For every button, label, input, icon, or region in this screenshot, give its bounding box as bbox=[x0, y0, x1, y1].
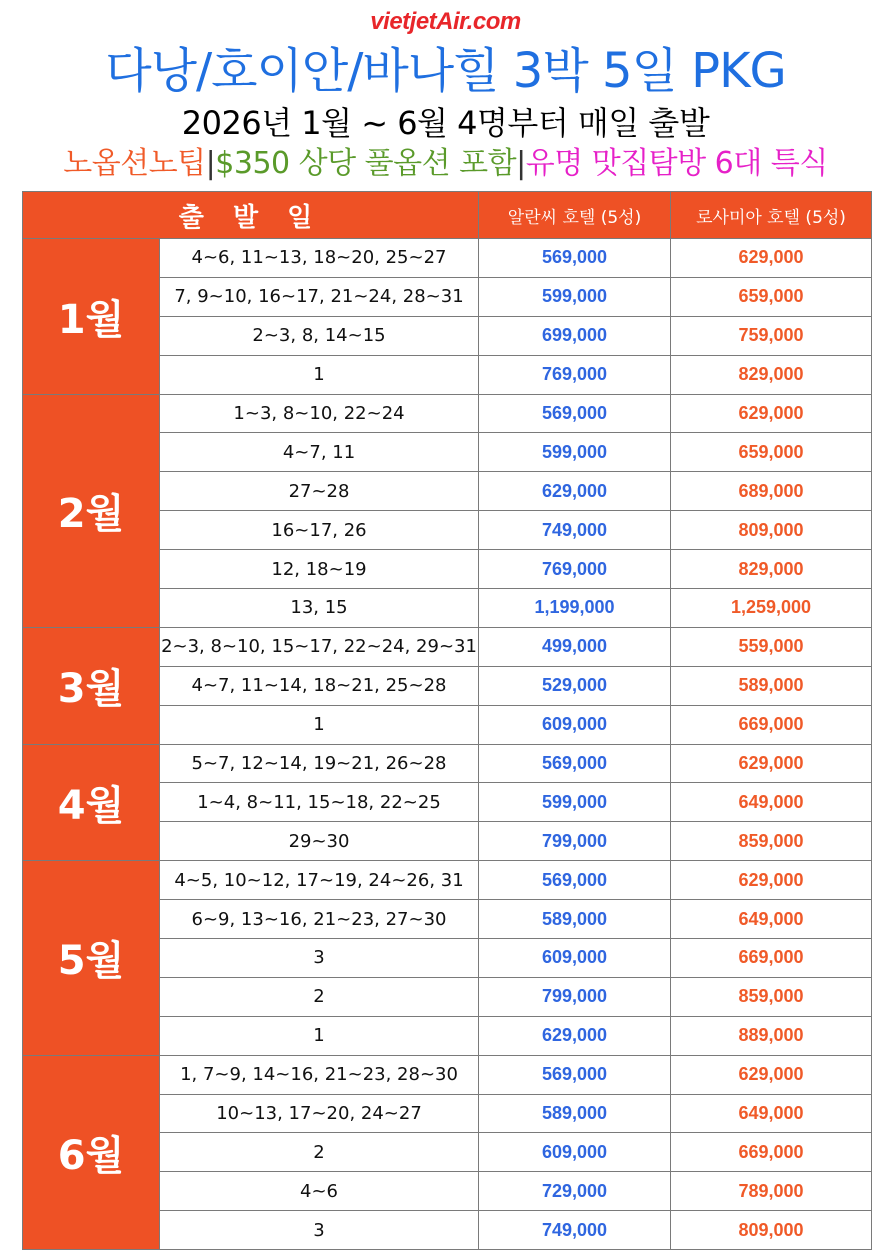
price-rosamia: 809,000 bbox=[671, 511, 872, 550]
departure-dates: 1 bbox=[160, 355, 479, 394]
departure-dates: 3 bbox=[160, 939, 479, 978]
price-rosamia: 629,000 bbox=[671, 394, 872, 433]
table-header-row bbox=[23, 192, 872, 239]
price-alancy: 569,000 bbox=[479, 744, 671, 783]
departure-dates: 2 bbox=[160, 977, 479, 1016]
month-label: 2월 bbox=[23, 394, 160, 627]
price-alancy: 599,000 bbox=[479, 277, 671, 316]
departure-dates: 1 bbox=[160, 1016, 479, 1055]
tagline-special-meals: 유명 맛집탐방 6대 특식 bbox=[525, 146, 828, 181]
tagline-separator: | bbox=[205, 146, 216, 181]
month-label: 1월 bbox=[23, 239, 160, 395]
month-label: 3월 bbox=[23, 627, 160, 744]
departure-dates: 7, 9~10, 16~17, 21~24, 28~31 bbox=[160, 277, 479, 316]
departure-dates: 4~6, 11~13, 18~20, 25~27 bbox=[160, 239, 479, 278]
departure-dates: 1 bbox=[160, 705, 479, 744]
departure-dates: 10~13, 17~20, 24~27 bbox=[160, 1094, 479, 1133]
price-rosamia: 649,000 bbox=[671, 900, 872, 939]
price-alancy: 769,000 bbox=[479, 355, 671, 394]
price-rosamia: 669,000 bbox=[671, 939, 872, 978]
price-alancy: 799,000 bbox=[479, 977, 671, 1016]
departure-dates: 5~7, 12~14, 19~21, 26~28 bbox=[160, 744, 479, 783]
price-rosamia: 829,000 bbox=[671, 550, 872, 589]
price-rosamia: 629,000 bbox=[671, 239, 872, 278]
price-alancy: 599,000 bbox=[479, 433, 671, 472]
price-alancy: 569,000 bbox=[479, 239, 671, 278]
price-alancy: 629,000 bbox=[479, 1016, 671, 1055]
month-label: 6월 bbox=[23, 1055, 160, 1249]
departure-dates: 4~7, 11 bbox=[160, 433, 479, 472]
price-rosamia: 829,000 bbox=[671, 355, 872, 394]
table-row bbox=[23, 744, 872, 783]
departure-dates: 3 bbox=[160, 1211, 479, 1250]
table-row bbox=[23, 239, 872, 278]
price-rosamia: 859,000 bbox=[671, 977, 872, 1016]
price-alancy: 749,000 bbox=[479, 1211, 671, 1250]
price-rosamia: 629,000 bbox=[671, 1055, 872, 1094]
price-alancy: 599,000 bbox=[479, 783, 671, 822]
departure-dates: 4~7, 11~14, 18~21, 25~28 bbox=[160, 666, 479, 705]
price-alancy: 569,000 bbox=[479, 394, 671, 433]
departure-dates: 16~17, 26 bbox=[160, 511, 479, 550]
header-hotel-rosamia: 로사미아 호텔 (5성) bbox=[671, 192, 872, 239]
departure-dates: 4~5, 10~12, 17~19, 24~26, 31 bbox=[160, 861, 479, 900]
price-alancy: 769,000 bbox=[479, 550, 671, 589]
departure-dates: 12, 18~19 bbox=[160, 550, 479, 589]
price-rosamia: 669,000 bbox=[671, 1133, 872, 1172]
departure-dates: 6~9, 13~16, 21~23, 27~30 bbox=[160, 900, 479, 939]
table-row bbox=[23, 394, 872, 433]
price-alancy: 729,000 bbox=[479, 1172, 671, 1211]
price-alancy: 499,000 bbox=[479, 627, 671, 666]
departure-dates: 2~3, 8, 14~15 bbox=[160, 316, 479, 355]
price-alancy: 589,000 bbox=[479, 900, 671, 939]
departure-dates: 13, 15 bbox=[160, 589, 479, 628]
price-table bbox=[22, 191, 872, 1250]
departure-dates: 4~6 bbox=[160, 1172, 479, 1211]
departure-dates: 2 bbox=[160, 1133, 479, 1172]
price-alancy: 609,000 bbox=[479, 705, 671, 744]
price-alancy: 1,199,000 bbox=[479, 589, 671, 628]
price-rosamia: 659,000 bbox=[671, 277, 872, 316]
price-rosamia: 759,000 bbox=[671, 316, 872, 355]
price-rosamia: 659,000 bbox=[671, 433, 872, 472]
price-alancy: 569,000 bbox=[479, 1055, 671, 1094]
month-label: 5월 bbox=[23, 861, 160, 1055]
page-title: 다낭/호이안/바나힐 3박 5일 PKG bbox=[105, 43, 786, 99]
table-row bbox=[23, 627, 872, 666]
price-table-body bbox=[23, 239, 872, 1250]
price-rosamia: 629,000 bbox=[671, 744, 872, 783]
page-subtitle: 2026년 1월 ~ 6월 4명부터 매일 출발 bbox=[181, 104, 710, 142]
price-rosamia: 859,000 bbox=[671, 822, 872, 861]
price-alancy: 609,000 bbox=[479, 1133, 671, 1172]
tagline-no-option: 노옵션노팁 bbox=[63, 146, 206, 181]
price-alancy: 529,000 bbox=[479, 666, 671, 705]
price-rosamia: 689,000 bbox=[671, 472, 872, 511]
vietjet-logo: vietjetAir.com bbox=[370, 8, 521, 35]
promo-tagline bbox=[0, 144, 891, 184]
month-label: 4월 bbox=[23, 744, 160, 861]
price-rosamia: 1,259,000 bbox=[671, 589, 872, 628]
price-rosamia: 809,000 bbox=[671, 1211, 872, 1250]
price-rosamia: 649,000 bbox=[671, 783, 872, 822]
price-alancy: 799,000 bbox=[479, 822, 671, 861]
departure-dates: 2~3, 8~10, 15~17, 22~24, 29~31 bbox=[160, 627, 479, 666]
price-rosamia: 889,000 bbox=[671, 1016, 872, 1055]
departure-dates: 29~30 bbox=[160, 822, 479, 861]
tagline-full-option: $350 상당 풀옵션 포함 bbox=[215, 146, 517, 181]
header-hotel-alancy: 알란씨 호텔 (5성) bbox=[479, 192, 671, 239]
departure-dates: 27~28 bbox=[160, 472, 479, 511]
price-alancy: 699,000 bbox=[479, 316, 671, 355]
price-rosamia: 589,000 bbox=[671, 666, 872, 705]
header-departure-date: 출 발 일 bbox=[23, 192, 479, 239]
departure-dates: 1~3, 8~10, 22~24 bbox=[160, 394, 479, 433]
price-rosamia: 629,000 bbox=[671, 861, 872, 900]
price-alancy: 629,000 bbox=[479, 472, 671, 511]
price-rosamia: 649,000 bbox=[671, 1094, 872, 1133]
tagline-separator: | bbox=[516, 146, 526, 181]
price-alancy: 569,000 bbox=[479, 861, 671, 900]
price-alancy: 609,000 bbox=[479, 939, 671, 978]
price-rosamia: 789,000 bbox=[671, 1172, 872, 1211]
price-rosamia: 669,000 bbox=[671, 705, 872, 744]
departure-dates: 1, 7~9, 14~16, 21~23, 28~30 bbox=[160, 1055, 479, 1094]
price-alancy: 589,000 bbox=[479, 1094, 671, 1133]
price-rosamia: 559,000 bbox=[671, 627, 872, 666]
table-row bbox=[23, 861, 872, 900]
price-alancy: 749,000 bbox=[479, 511, 671, 550]
departure-dates: 1~4, 8~11, 15~18, 22~25 bbox=[160, 783, 479, 822]
table-row bbox=[23, 1055, 872, 1094]
